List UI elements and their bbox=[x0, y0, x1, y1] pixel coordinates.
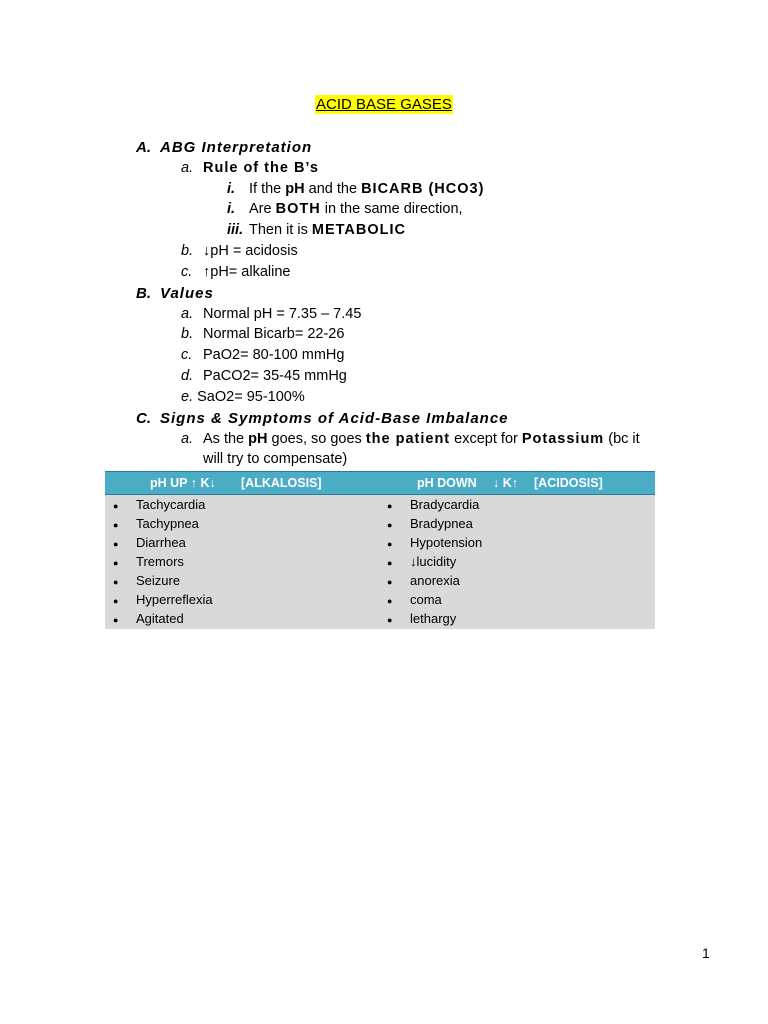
header-alkalosis: pH UP ↑ K↓ bbox=[150, 476, 216, 490]
bullet-icon: ● bbox=[113, 615, 119, 625]
list-item: Hypotension bbox=[410, 535, 483, 550]
list-item: Tachycardia bbox=[136, 497, 206, 512]
bullet-icon: ● bbox=[113, 539, 119, 549]
bullet-icon: ● bbox=[113, 596, 119, 606]
alkaline-line: c. ↑pH= alkaline bbox=[181, 264, 291, 280]
section-b-heading: B. Values bbox=[136, 285, 214, 302]
bullet-icon: ● bbox=[387, 615, 393, 625]
value-normal-bicarb: b. Normal Bicarb= 22-26 bbox=[181, 326, 345, 342]
list-item: Diarrhea bbox=[136, 535, 186, 550]
bullet-icon: ● bbox=[387, 577, 393, 587]
value-sao2: e. SaO2= 95-100% bbox=[181, 389, 305, 405]
bullet-icon: ● bbox=[113, 577, 119, 587]
page-number: 1 bbox=[702, 945, 710, 961]
table-header bbox=[105, 471, 655, 495]
bullet-icon: ● bbox=[387, 520, 393, 530]
list-item: Seizure bbox=[136, 573, 181, 588]
acid-base-table bbox=[105, 471, 655, 629]
list-item: Hyperreflexia bbox=[136, 592, 213, 607]
patient-rule-line-1: a. As the pH goes, so goes the patient except for Potassium (bc it bbox=[181, 431, 640, 447]
list-item: Tremors bbox=[136, 554, 184, 569]
rule-line-2: i. Are BOTH in the same direction, bbox=[227, 201, 463, 217]
list-item: anorexia bbox=[410, 573, 460, 588]
bullet-icon: ● bbox=[113, 520, 119, 530]
section-a-heading: A. ABG Interpretation bbox=[136, 139, 313, 156]
document-title: ACID BASE GASES bbox=[316, 96, 452, 113]
header-acidosis-k: ↓ K↑ bbox=[493, 476, 518, 490]
bullet-icon: ● bbox=[387, 539, 393, 549]
list-item: Agitated bbox=[136, 611, 184, 626]
header-alkalosis-tag: [ALKALOSIS] bbox=[241, 476, 322, 490]
rule-of-bs-heading: a. Rule of the B’s bbox=[181, 160, 319, 176]
patient-rule-line-2: will try to compensate) bbox=[203, 451, 348, 467]
value-normal-ph: a. Normal pH = 7.35 – 7.45 bbox=[181, 306, 362, 322]
list-item: Bradycardia bbox=[410, 497, 480, 512]
section-c-heading: C. Signs & Symptoms of Acid-Base Imbalance bbox=[136, 410, 509, 427]
list-item: lethargy bbox=[410, 611, 457, 626]
rule-line-1: i. If the pH and the BICARB (HCO3) bbox=[227, 181, 485, 197]
bullet-icon: ● bbox=[387, 596, 393, 606]
bullet-icon: ● bbox=[113, 558, 119, 568]
rule-line-3: iii. Then it is METABOLIC bbox=[227, 222, 406, 238]
list-item: ↓lucidity bbox=[410, 554, 457, 569]
header-acidosis: pH DOWN bbox=[417, 476, 477, 490]
value-paco2: d. PaCO2= 35-45 mmHg bbox=[181, 368, 347, 384]
bullet-icon: ● bbox=[113, 501, 119, 511]
acidosis-line: b. ↓pH = acidosis bbox=[181, 243, 298, 259]
bullet-icon: ● bbox=[387, 501, 393, 511]
bullet-icon: ● bbox=[387, 558, 393, 568]
list-item: Bradypnea bbox=[410, 516, 473, 531]
list-item: Tachypnea bbox=[136, 516, 199, 531]
up-arrow-icon: ↑ bbox=[203, 264, 211, 280]
down-arrow-icon: ↓ bbox=[203, 243, 211, 259]
list-item: coma bbox=[410, 592, 442, 607]
header-acidosis-tag: [ACIDOSIS] bbox=[534, 476, 603, 490]
value-pao2: c. PaO2= 80-100 mmHg bbox=[181, 347, 345, 363]
